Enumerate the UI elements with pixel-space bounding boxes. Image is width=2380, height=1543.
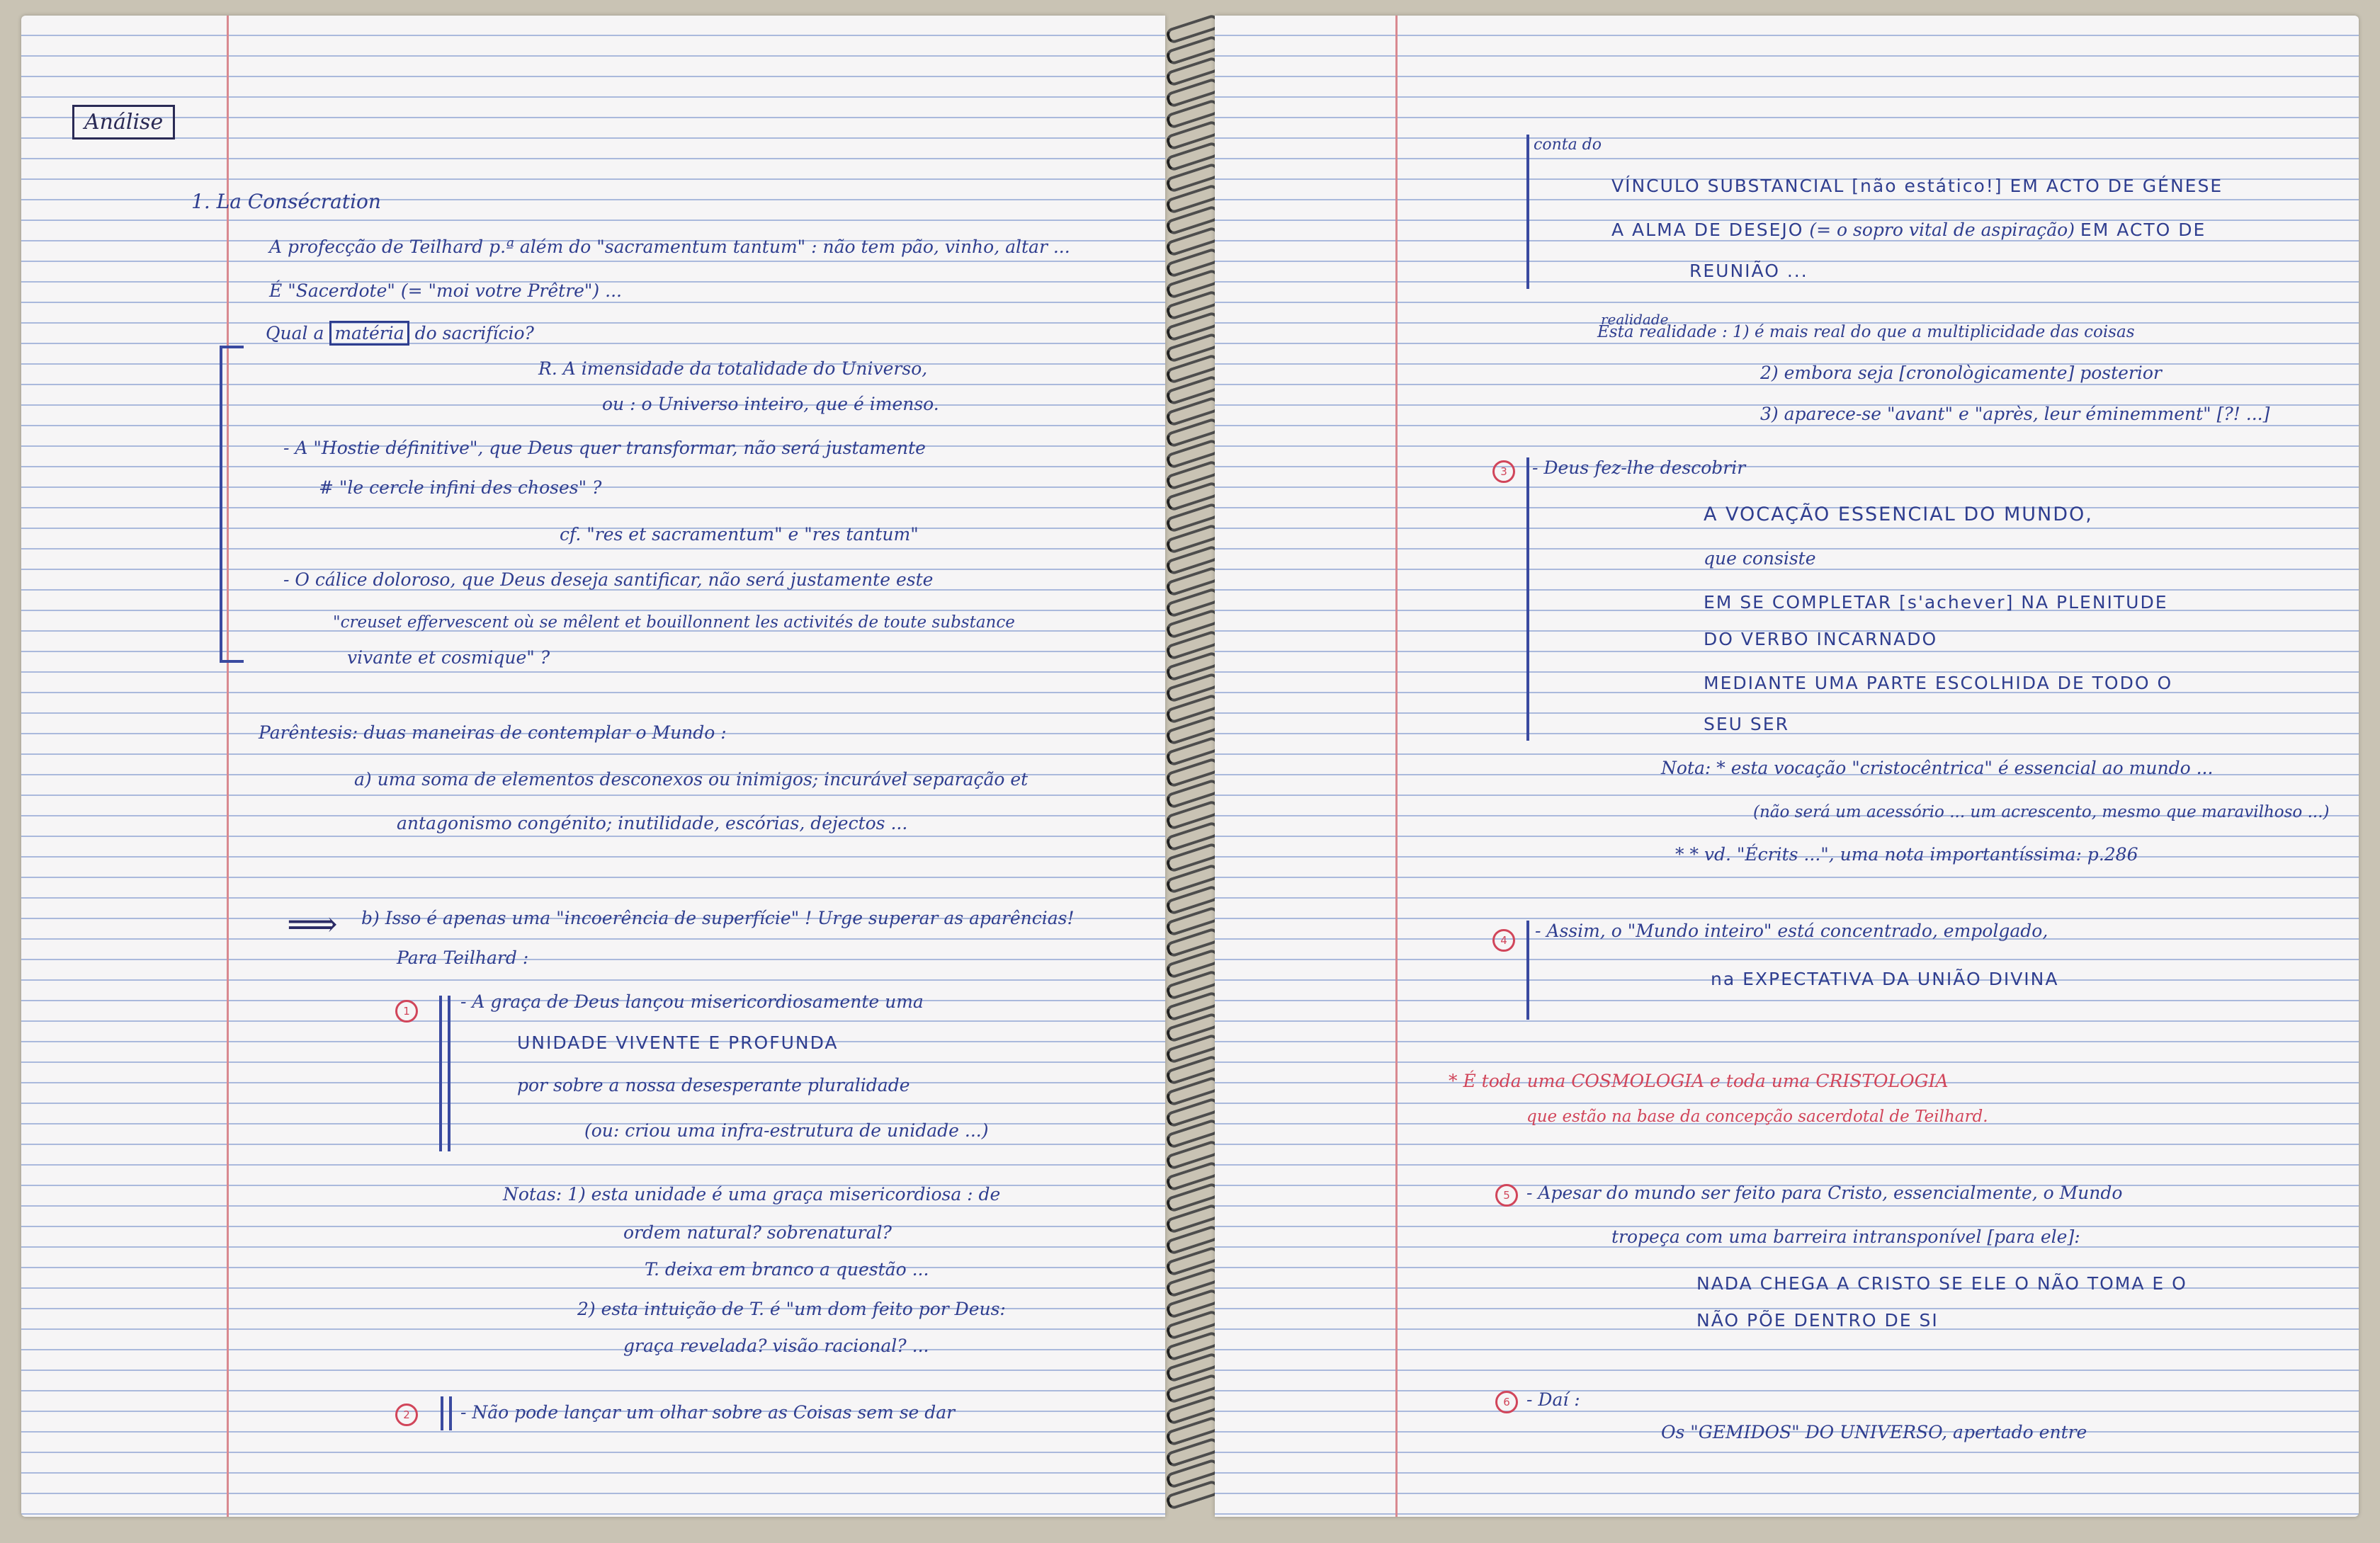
note-line: a) uma soma de elementos desconexos ou inimigos; incurável separação et	[354, 769, 1028, 790]
note-text: Qual a	[266, 323, 324, 343]
right-notebook-page	[1215, 16, 2359, 1517]
note-line: b) Isso é apenas uma "incoerência de superfície" ! Urge superar as aparências!	[361, 908, 1075, 928]
note-line: realidade	[1601, 311, 1669, 328]
note-line: vivante et cosmique" ?	[347, 647, 550, 668]
note-line: Nota: * esta vocação "cristocêntrica" é essencial ao mundo ...	[1661, 758, 2214, 778]
note-line: que consiste	[1704, 548, 1816, 569]
boxed-word: matéria	[329, 321, 409, 346]
note-line: 2) esta intuição de T. é "um dom feito por Deus:	[577, 1299, 1006, 1319]
note-line: - Assim, o "Mundo inteiro" está concentrado, empolgado,	[1535, 921, 2048, 941]
capitals-line: A VOCAÇÃO ESSENCIAL DO MUNDO,	[1704, 503, 2093, 525]
note-line: conta do	[1534, 136, 1602, 154]
note-line: Parêntesis: duas maneiras de contemplar o Mundo :	[259, 722, 727, 743]
capitals-text: A ALMA DE DESEJO	[1611, 220, 1804, 240]
section-bar	[1526, 921, 1529, 1020]
capitals-line: MEDIANTE UMA PARTE ESCOLHIDA DE TODO O	[1704, 673, 2173, 693]
capitals-text: EM ACTO DE	[2080, 220, 2206, 240]
note-line: antagonismo congénito; inutilidade, escórias, dejectos ...	[397, 813, 908, 833]
note-line: graça revelada? visão racional? ...	[623, 1336, 929, 1356]
page-title: Análise	[72, 105, 175, 140]
note-line: Para Teilhard :	[397, 947, 529, 968]
note-line: A profecção de Teilhard p.ª além do "sacramentum tantum" : não tem pão, vinho, altar ...	[269, 237, 1070, 257]
capitals-line: UNIDADE VIVENTE E PROFUNDA	[517, 1032, 839, 1053]
section-heading: 1. La Consécration	[191, 190, 381, 213]
note-text: (= o sopro vital de aspiração)	[1809, 220, 2075, 240]
left-notebook-page	[21, 16, 1165, 1517]
note-line: É "Sacerdote" (= "moi votre Prêtre") ...	[269, 280, 622, 301]
note-line: ordem natural? sobrenatural?	[623, 1222, 892, 1243]
section-bar	[1526, 135, 1529, 289]
note-line: - O cálice doloroso, que Deus deseja santificar, não será justamente este	[283, 569, 934, 590]
note-line: (não será um acessório ... um acrescento, mesmo que maravilhoso ...)	[1753, 803, 2330, 821]
note-line	[1611, 220, 2206, 241]
capitals-line: na EXPECTATIVA DA UNIÃO DIVINA	[1711, 969, 2059, 989]
note-line: - A "Hostie définitive", que Deus quer transformar, não será justamente	[283, 438, 926, 458]
note-line: - A graça de Deus lançou misericordiosamente uma	[460, 991, 924, 1012]
double-bar	[441, 1396, 443, 1430]
note-line: * * vd. "Écrits ...", uma nota importantíssima: p.286	[1675, 844, 2138, 865]
circled-number: 1	[395, 1000, 418, 1023]
note-line: Esta realidade : 1) é mais real do que a multiplicidade das coisas	[1597, 323, 2135, 341]
arrow-icon: ⟹	[287, 904, 338, 945]
note-line: - Deus fez-lhe descobrir	[1532, 457, 1746, 478]
note-line: ou : o Universo inteiro, que é imenso.	[602, 394, 939, 414]
circled-number: 5	[1495, 1184, 1518, 1207]
note-line: - Apesar do mundo ser feito para Cristo, essencialmente, o Mundo	[1526, 1183, 2123, 1203]
note-line: Os "GEMIDOS" DO UNIVERSO, apertado entre	[1661, 1422, 2087, 1442]
section-bar	[1526, 457, 1529, 741]
note-line: - Daí :	[1526, 1389, 1580, 1410]
note-line: cf. "res et sacramentum" e "res tantum"	[560, 524, 919, 545]
capitals-line: REUNIÃO ...	[1689, 261, 1808, 281]
note-line: tropeça com uma barreira intransponível [para ele]:	[1611, 1226, 2080, 1247]
note-line: (ou: criou uma infra-estrutura de unidade ...)	[584, 1120, 989, 1141]
note-text: do sacrifício?	[414, 323, 534, 343]
red-note-line: * É toda uma COSMOLOGIA e toda uma CRISTOLOGIA	[1449, 1071, 1949, 1091]
double-bar	[449, 1396, 452, 1430]
note-line: por sobre a nossa desesperante pluralidade	[517, 1075, 910, 1095]
note-line: - Não pode lançar um olhar sobre as Coisas sem se dar	[460, 1402, 956, 1423]
left-margin-line	[227, 16, 229, 1517]
double-bar	[439, 996, 442, 1151]
spiral-binding	[1162, 21, 1218, 1515]
circled-number: 4	[1492, 929, 1515, 952]
capitals-line: SEU SER	[1704, 714, 1789, 734]
note-line: # "le cercle infini des choses" ?	[319, 477, 602, 498]
capitals-line: NÃO PÕE DENTRO DE SI	[1696, 1310, 1939, 1331]
note-line: "creuset effervescent où se mêlent et bouillonnent les activités de toute substance	[333, 613, 1015, 632]
red-note-line: que estão na base da concepção sacerdotal de Teilhard.	[1526, 1108, 1988, 1126]
left-bracket	[220, 346, 244, 663]
note-line: R. A imensidade da totalidade do Universo,	[538, 358, 928, 379]
circled-number: 6	[1495, 1391, 1518, 1413]
double-bar	[448, 996, 450, 1151]
capitals-line: DO VERBO INCARNADO	[1704, 629, 1938, 649]
circled-number: 2	[395, 1403, 418, 1426]
note-line: 3) aparece-se "avant" e "après, leur éminemment" [?! ...]	[1760, 404, 2270, 424]
capitals-line: NADA CHEGA A CRISTO SE ELE O NÃO TOMA E O	[1696, 1273, 2187, 1294]
note-line: T. deixa em branco a questão ...	[645, 1259, 929, 1280]
right-margin-line	[1395, 16, 1398, 1517]
capitals-line: EM SE COMPLETAR [s'achever] NA PLENITUDE	[1704, 592, 2168, 613]
capitals-line: VÍNCULO SUBSTANCIAL [não estático!] EM ACTO DE GÉNESE	[1611, 176, 2223, 196]
note-line: Notas: 1) esta unidade é uma graça misericordiosa : de	[503, 1184, 1001, 1205]
note-line: 2) embora seja [cronològicamente] posterior	[1760, 363, 2162, 383]
note-line	[266, 323, 534, 344]
circled-number: 3	[1492, 460, 1515, 483]
